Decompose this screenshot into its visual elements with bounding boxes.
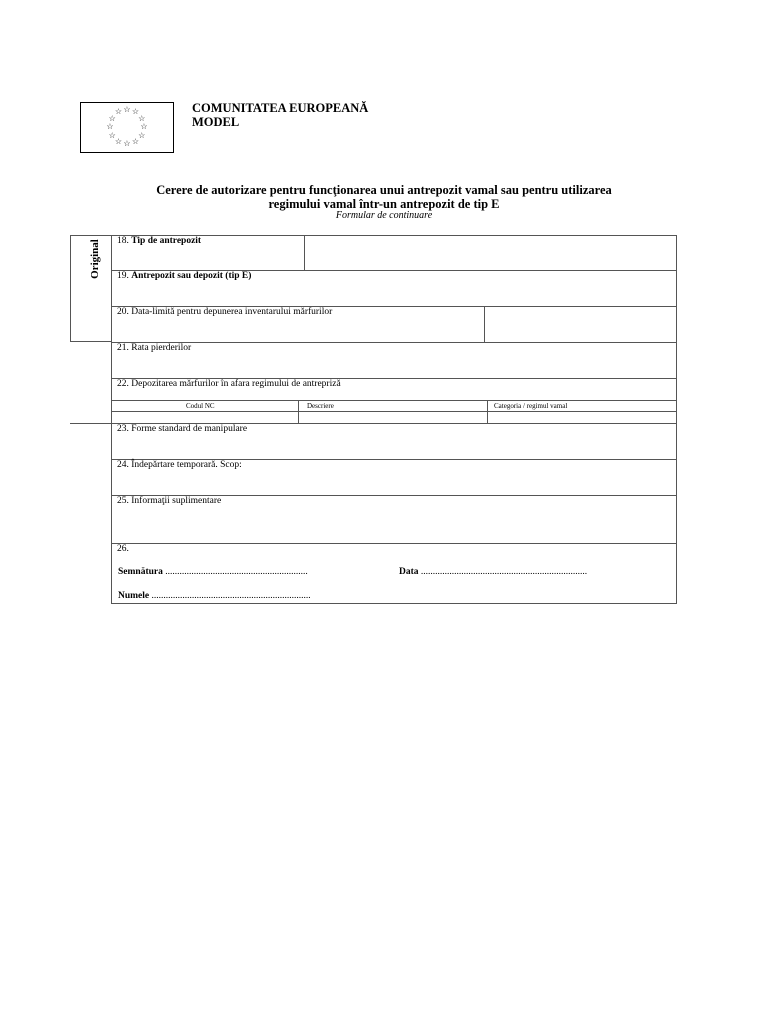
name-label: Numele (118, 591, 150, 601)
name-dots[interactable]: ................................................................... (151, 591, 311, 601)
name-line (118, 591, 311, 601)
field-18-number: 18. (117, 236, 129, 246)
field-19-input[interactable] (112, 283, 676, 305)
col-codul-nc: Codul NC (186, 402, 215, 410)
col-descriere: Descriere (307, 402, 334, 410)
field-21-input[interactable] (112, 355, 676, 377)
field-23-label: 23. Forme standard de manipulare (117, 424, 248, 434)
form-subtitle: Formular de continuare (335, 210, 433, 221)
field-19-number: 19. (117, 271, 129, 281)
field-24-input[interactable] (112, 472, 676, 494)
field-20-label: 20. Data-limită pentru depunerea inventarului mărfurilor (117, 307, 333, 317)
form-title-line2: regimului vamal într-un antrepozit de tip E (268, 197, 500, 211)
field-25-input[interactable] (112, 508, 676, 542)
star-icon: ☆ (114, 107, 123, 117)
star-icon: ☆ (138, 113, 146, 123)
star-icon: ☆ (114, 136, 123, 146)
star-icon: ☆ (123, 105, 131, 114)
header-model: MODEL (192, 115, 240, 129)
original-label: Original (89, 239, 101, 279)
field-26-label: 26. (117, 544, 129, 554)
star-icon: ☆ (138, 130, 146, 140)
signature-label: Semnătura (118, 567, 163, 577)
eu-flag-icon (80, 102, 174, 153)
star-icon: ☆ (131, 107, 140, 117)
signature-dots[interactable]: ............................................................ (165, 567, 308, 577)
field-18 (117, 236, 201, 247)
star-icon: ☆ (131, 136, 140, 146)
date-dots[interactable]: ...................................................................... (420, 567, 588, 577)
col-categoria: Categoria / regimul vamal (494, 402, 568, 410)
signature-line (118, 567, 308, 577)
field-18-label: Tip de antrepozit (131, 236, 202, 246)
field-20-input[interactable] (485, 307, 676, 341)
field-19-label: Antrepozit sau depozit (tip E) (131, 271, 252, 281)
form-title-line1: Cerere de autorizare pentru funcţionarea unui antrepozit vamal sau pentru utilizarea (156, 183, 612, 197)
field-23-input[interactable] (112, 436, 676, 458)
header-org: COMUNITATEA EUROPEANĂ (192, 101, 369, 115)
field-18-input[interactable] (305, 236, 676, 270)
field-21-label: 21. Rata pierderilor (117, 343, 192, 353)
field-25-label: 25. Informaţii suplimentare (117, 496, 222, 506)
star-icon: ☆ (123, 139, 131, 148)
star-icon: ☆ (108, 113, 116, 123)
date-label: Data (399, 567, 419, 577)
star-icon: ☆ (106, 122, 114, 131)
field-24-label: 24. Îndepărtare temporară. Scop: (117, 460, 242, 470)
star-icon: ☆ (140, 122, 148, 131)
field-22-label: 22. Depozitarea mărfurilor în afara regimului de antrepriză (117, 379, 341, 389)
date-line (399, 567, 587, 577)
star-icon: ☆ (108, 130, 116, 140)
field-19 (117, 271, 251, 282)
